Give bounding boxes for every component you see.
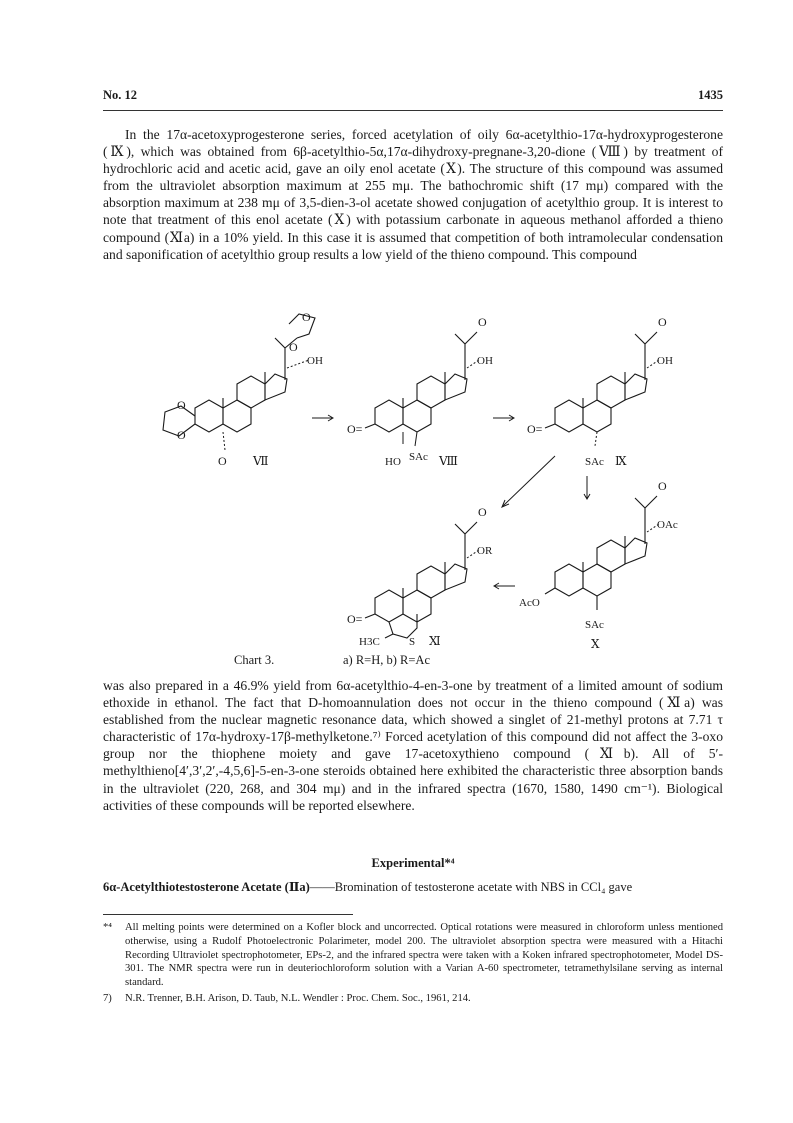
- page-header: [103, 88, 723, 106]
- vii-o-5: O: [218, 454, 227, 468]
- footnote-4: [103, 921, 723, 990]
- xi-enone-o: O=: [347, 612, 363, 626]
- header-rule: [103, 110, 723, 111]
- x-numeral: Ⅹ: [591, 637, 600, 651]
- experimental-first-line: [103, 879, 723, 895]
- viii-ho: HO: [385, 456, 401, 468]
- ix-enone-o: O=: [527, 422, 543, 436]
- ix-ketone-o: O: [658, 315, 667, 329]
- paragraph-1: In the 17α-acetoxyprogesterone series, forced acetylation of oily 6α-acetylthio-17α-hydroxyprogesterone (Ⅸ), which was obtained from 6β-acetylthio-5α,17α-dihydroxy-pregnane-3,20-dione (Ⅷ) by treatment of hydrochloric acid and acetic acid, gave an oily enol acetate (Ⅹ). The structure of this compound was assumed from the ultraviolet absorption maximum at 255 mμ. The bathochromic shift (17 mμ) compared with the absorption maximum at 238 mμ of 3,5-dien-3-ol acetate showed conjugation of acetylthio group. It is interest to note that treatment of this enol acetate (Ⅹ) with potassium carbonate in aqueous methanol afforded a thieno compound (Ⅺa) in a 10% yield. In this case it is assumed that competition of both intramolecular condensation and saponification of acetylthio group results a low yield of the thieno compound. This compound: [103, 127, 723, 262]
- page-number: 1435: [698, 88, 723, 102]
- xi-s: S: [409, 636, 416, 648]
- viii-ketone-o: O: [478, 315, 487, 329]
- experimental-heading: Experimental*⁴: [371, 856, 455, 870]
- footnote-rule: [103, 914, 353, 915]
- footnote-7: [103, 992, 723, 1006]
- paragraph-2: was also prepared in a 46.9% yield from 6α-acetylthio-4-en-3-one by treatment of a limited amount of sodium ethoxide in ethanol. The fact that D-homoannulation does not occur in the thieno compound (Ⅺa) was established from the nuclear magnetic resonance data, which showed a singlet of 21-methyl protons at 7.71 τ characteristic of 17α-hydroxy-17β-methylketone.⁷⁾ Forced acetylation of this compound did not affect the 3-oxo group nor the thiophene moiety and gave 17-acetoxythieno compound (Ⅺb). All of 5′-methylthieno[4′,3′,2′,-4,5,6]-5-en-3-one steroids obtained here exhibited the characteristic three absorption bands in the ultraviolet (220, 268, and 304 mμ) and in the infrared spectra (1670, 1580, 1490 cm⁻¹). Biological activities of these compounds will be reported elsewhere.: [103, 678, 723, 813]
- reaction-scheme-drawing: [103, 308, 723, 670]
- footnote-7-mark: 7): [103, 992, 112, 1004]
- ix-sac: SAc: [585, 456, 604, 468]
- xi-or: OR: [477, 545, 493, 557]
- ix-oh: OH: [657, 355, 673, 367]
- vii-oh: OH: [307, 355, 323, 367]
- x-sac: SAc: [585, 619, 604, 631]
- chart-caption: Chart 3.: [234, 653, 275, 667]
- compound-xi: [347, 505, 493, 648]
- footnote-7-text: N.R. Trenner, B.H. Arison, D. Taub, N.L. Wendler : Proc. Chem. Soc., 1961, 214.: [125, 992, 471, 1004]
- vii-o-2: O: [289, 340, 298, 354]
- ix-numeral: Ⅸ: [615, 454, 627, 468]
- footnotes: [103, 921, 723, 1008]
- experimental-first-line-text: ——Bromination of testosterone acetate with NBS in CCl₄ gave: [309, 880, 633, 894]
- compound-x: [519, 479, 678, 651]
- chemical-scheme-chart-3: [103, 308, 723, 670]
- x-ketone-o: O: [658, 479, 667, 493]
- compound-vii: [163, 310, 323, 468]
- viii-oh: OH: [477, 355, 493, 367]
- x-oac: OAc: [657, 519, 678, 531]
- viii-sac: SAc: [409, 451, 428, 463]
- xi-numeral: Ⅺ: [429, 634, 441, 648]
- compound-ix: [527, 315, 673, 468]
- x-aco: AcO: [519, 597, 540, 609]
- vii-o-4: O: [177, 428, 186, 442]
- arrow-ix-to-xi: [503, 456, 555, 506]
- xi-h3c: H3C: [359, 636, 380, 648]
- experimental-compound-title: 6α-Acetylthiotestosterone Acetate (Ⅱa): [103, 880, 310, 894]
- compound-viii: [347, 315, 493, 468]
- vii-numeral: Ⅶ: [253, 454, 269, 468]
- footnote-4-mark: *⁴: [103, 922, 112, 933]
- vii-o-1: O: [302, 310, 311, 324]
- chart-legend: a) R=H, b) R=Ac: [343, 653, 430, 667]
- footnote-4-text: All melting points were determined on a Kofler block and uncorrected. Optical rotations were measured in chloroform unless mentioned otherwise, using a Rudolf Photoelectronic Polarimeter, model 200. The ultraviolet absorption spectra were measured with a Hitachi Recording Ultraviolet spectrophotometer, EPs-2, and the infrared spectra were taken with a Koken infrared spectrophotometer, Model DS-301. The NMR spectra were run in deuteriochloroform solution with a Varian A-60 spectrometer, tetramethylsilane serving as internal standard.: [125, 922, 723, 989]
- journal-number: No. 12: [103, 88, 138, 102]
- xi-ketone-o: O: [478, 505, 487, 519]
- viii-enone-o: O=: [347, 422, 363, 436]
- viii-numeral: Ⅷ: [439, 454, 458, 468]
- vii-o-3: O: [177, 398, 186, 412]
